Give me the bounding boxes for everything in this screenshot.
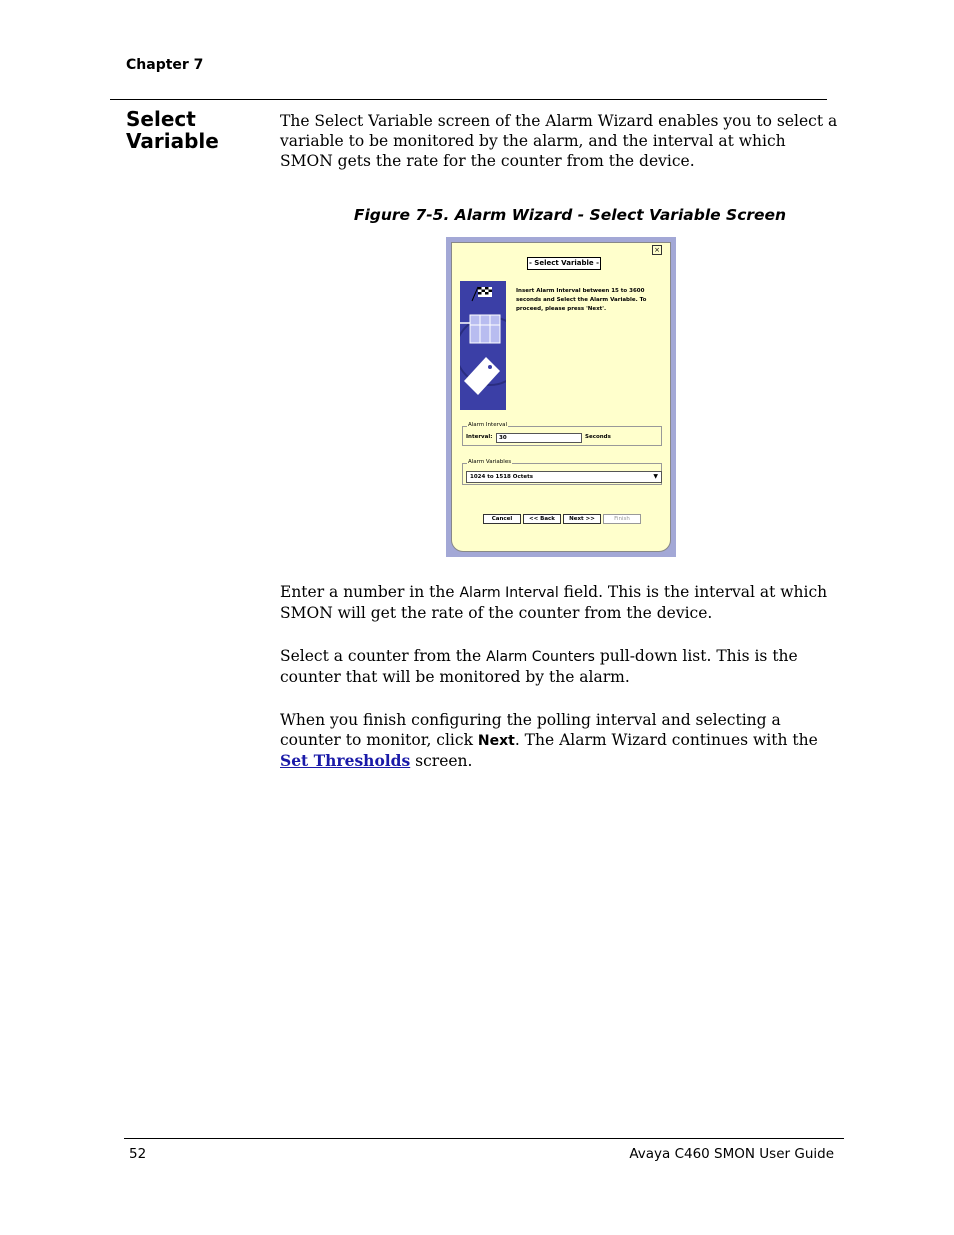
alarm-variables-group-label: Alarm Variables [468,459,512,465]
set-thresholds-link[interactable]: Set Thresholds [280,751,411,770]
page-number: 52 [129,1146,147,1162]
field-name-alarm-interval: Alarm Interval [459,585,559,601]
wizard-side-image [460,281,506,410]
interval-unit: Seconds [585,434,611,440]
alarm-variable-selected: 1024 to 1518 Octets [470,474,533,480]
alarm-variable-select[interactable] [466,471,662,483]
chapter-label: Chapter 7 [126,57,204,73]
figure-caption: Figure 7-5. Alarm Wizard - Select Variable Screen [353,206,787,224]
wizard-window [451,242,671,552]
wizard-instructions: Insert Alarm Interval between 15 to 3600 seconds and Select the Alarm Variable. To proceed, please press 'Next'. [516,288,647,312]
interval-label: Interval: [466,434,493,440]
button-name-next: Next [477,733,515,749]
field-name-alarm-counters: Alarm Counters [486,649,595,665]
next-button[interactable]: Next >> [563,514,601,524]
interval-input[interactable]: 30 [496,433,582,443]
alarm-variables-group [462,459,662,485]
back-button[interactable]: << Back [523,514,561,524]
paragraph-next-step: When you finish configuring the polling interval and selecting a counter to monitor, click Next. The Alarm Wizard continues with the Set Thresholds screen. [280,711,818,770]
section-title: Select Variable [126,107,219,153]
chevron-down-icon[interactable]: ▼ [653,473,658,480]
header-rule [110,99,827,100]
alarm-interval-group [462,422,662,446]
intro-paragraph: The Select Variable screen of the Alarm Wizard enables you to select a variable to be monitored by the alarm, and the interval at which SMON gets the rate for the counter from the device. [280,112,838,170]
alarm-interval-group-label: Alarm Interval [468,422,507,428]
close-icon[interactable]: × [652,245,662,255]
paragraph-alarm-counters: Select a counter from the Alarm Counters pull-down list. This is the counter that will be monitored by the alarm. [280,647,798,686]
wizard-title: - Select Variable - [527,257,601,270]
footer-guide-title: Avaya C460 SMON User Guide [629,1146,834,1162]
finish-button[interactable]: Finish [603,514,641,524]
figure-screenshot [446,237,676,557]
paragraph-alarm-interval: Enter a number in the Alarm Interval field. This is the interval at which SMON will get the rate of the counter from the device. [280,583,828,622]
cancel-button[interactable]: Cancel [483,514,521,524]
footer-rule [124,1138,844,1139]
